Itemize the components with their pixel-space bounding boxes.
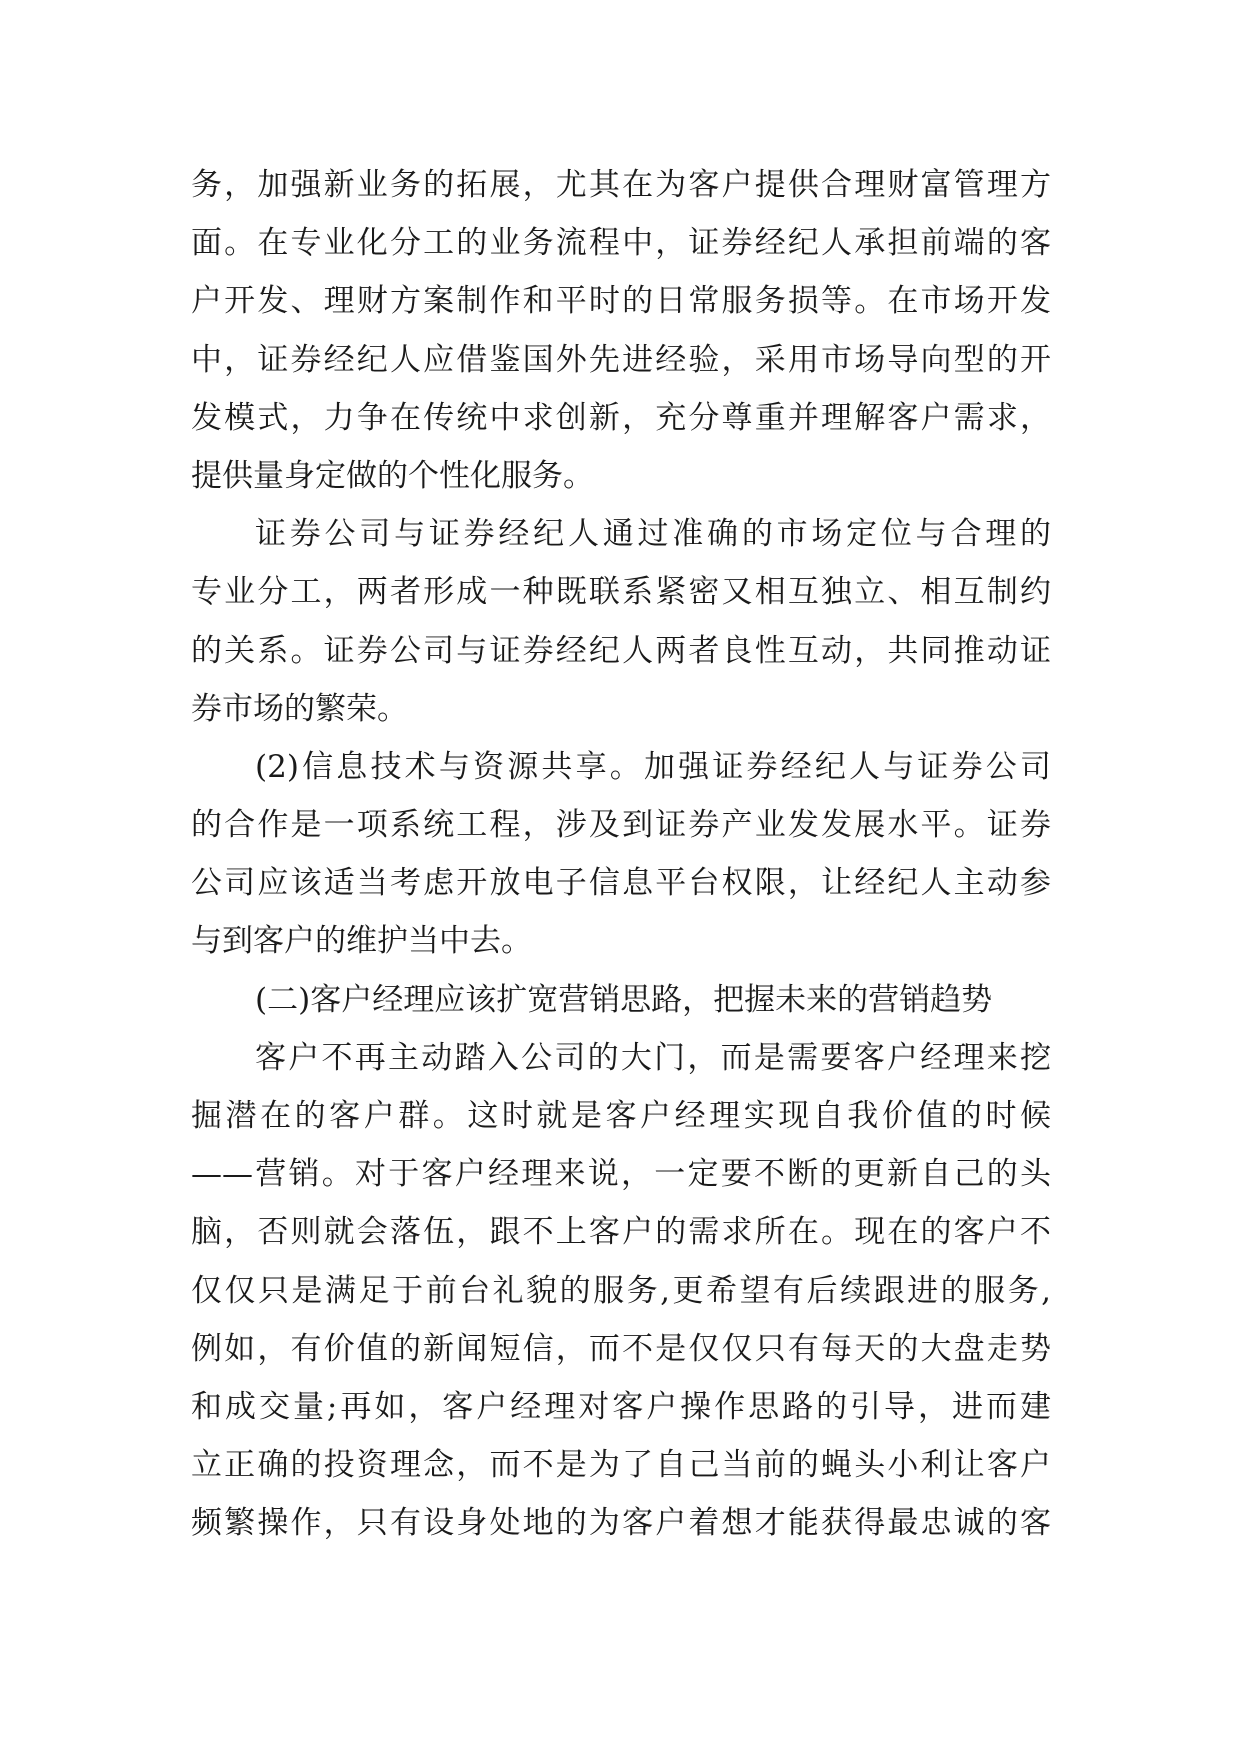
text-line: 户开发、理财方案制作和平时的日常服务损等。在市场开发 [191, 283, 1051, 320]
text-line: 券市场的繁荣。 [191, 690, 408, 727]
text-line: 提供量身定做的个性化服务。 [191, 457, 594, 494]
text-line: 发模式，力争在传统中求创新，充分尊重并理解客户需求， [191, 399, 1051, 436]
paragraph [191, 156, 1051, 505]
text-line: 的关系。证券公司与证券经纪人两者良性互动，共同推动证 [191, 632, 1051, 669]
text-line: 务，加强新业务的拓展，尤其在为客户提供合理财富管理方 [191, 167, 1051, 203]
text-line: 例如，有价值的新闻短信，而不是仅仅只有每天的大盘走势 [191, 1330, 1051, 1367]
text-line: 和成交量;再如，客户经理对客户操作思路的引导，进而建 [191, 1388, 1051, 1425]
text-line: 仅仅只是满足于前台礼貌的服务,更希望有后续跟进的服务, [191, 1272, 1051, 1309]
body-text [191, 156, 1051, 1553]
paragraph [191, 505, 1051, 738]
text-line: 频繁操作，只有设身处地的为客户着想才能获得最忠诚的客 [191, 1505, 1051, 1542]
text-line: ——营销。对于客户经理来说，一定要不断的更新自己的头 [191, 1156, 1051, 1193]
text-line: 与到客户的维护当中去。 [191, 923, 532, 960]
section-heading-text: (二)客户经理应该扩宽营销思路，把握未来的营销趋势 [255, 981, 993, 1018]
text-line: 客户不再主动踏入公司的大门，而是需要客户经理来挖 [255, 1039, 1051, 1076]
text-line: (2)信息技术与资源共享。加强证券经纪人与证券公司 [255, 748, 1051, 785]
paragraph [191, 738, 1051, 971]
paragraph [191, 1029, 1051, 1553]
text-line: 掘潜在的客户群。这时就是客户经理实现自我价值的时候 [191, 1098, 1051, 1134]
text-line: 脑，否则就会落伍，跟不上客户的需求所在。现在的客户不 [191, 1214, 1051, 1251]
text-line: 公司应该适当考虑开放电子信息平台权限，让经纪人主动参 [191, 865, 1051, 902]
text-line: 的合作是一项系统工程，涉及到证券产业发发展水平。证券 [191, 807, 1051, 844]
text-line: 面。在专业化分工的业务流程中，证券经纪人承担前端的客 [191, 225, 1051, 262]
text-line: 证券公司与证券经纪人通过准确的市场定位与合理的 [255, 516, 1051, 553]
text-line: 中，证券经纪人应借鉴国外先进经验，采用市场导向型的开 [191, 341, 1051, 378]
text-line: 专业分工，两者形成一种既联系紧密又相互独立、相互制约 [191, 574, 1051, 611]
text-line: 立正确的投资理念，而不是为了自己当前的蝇头小利让客户 [191, 1447, 1051, 1484]
section-heading [191, 971, 1051, 1029]
